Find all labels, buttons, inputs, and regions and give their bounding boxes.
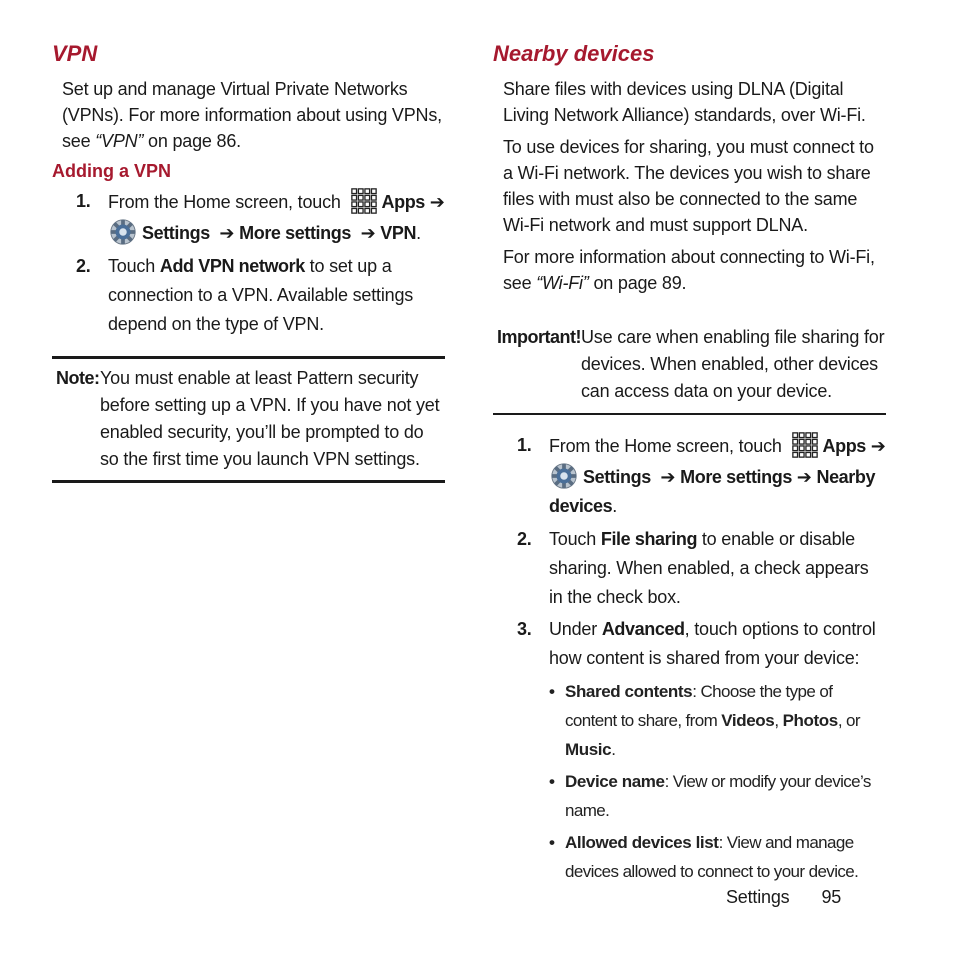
nearby-devices-heading: Nearby devices: [493, 41, 655, 66]
step-period: .: [416, 223, 421, 243]
bullet-allowed-devices: [493, 828, 886, 886]
step-text: Under: [549, 619, 602, 639]
vpn-intro-text: Set up and manage Virtual Private Networks (VPNs). For more information about using VPNs, see: [62, 79, 442, 151]
vpn-intro: [62, 76, 445, 154]
bullet-text: ,: [774, 711, 783, 730]
vpn-ref-link[interactable]: “VPN”: [95, 131, 144, 151]
step-text: Touch: [108, 256, 160, 276]
settings-label: Settings: [142, 223, 210, 243]
step-text: , touch options to control how content is shared from your device:: [549, 619, 876, 668]
note-text: You must enable at least Pattern security before setting up a VPN. If you have not yet enabled security, you’ll be prompted to do so the first time you launch VPN settings.: [100, 368, 440, 469]
step-text: Touch: [549, 529, 601, 549]
note-label: Note:: [56, 368, 100, 388]
advanced-label: Advanced: [601, 619, 685, 639]
nearby-para-1: Share files with devices using DLNA (Digital Living Network Alliance) standards, over Wi-Fi.: [503, 79, 866, 125]
step-number: 1.: [76, 191, 91, 211]
settings-gear-icon: [108, 217, 138, 247]
step-text: to set up a connection to a VPN. Available settings depend on the type of VPN.: [108, 256, 414, 334]
nearby-step-1: [493, 431, 886, 521]
nearby-step-3: [493, 615, 886, 673]
nearby-devices-label: Nearby devices: [549, 467, 876, 516]
settings-label: Settings: [583, 467, 651, 487]
vpn-heading: VPN: [52, 41, 98, 66]
bullet-shared-contents: [493, 677, 886, 764]
arrow-icon: ➔: [429, 192, 445, 212]
adding-vpn-heading: Adding a VPN: [52, 161, 172, 181]
bullet-dot: •: [549, 833, 555, 852]
bullet-text: : Choose the type of content to share, from: [565, 682, 833, 730]
photos-label: Photos: [782, 711, 838, 730]
para-text: on page 89.: [588, 273, 687, 293]
left-column: [52, 40, 445, 483]
vpn-intro-page: on page 86.: [143, 131, 241, 151]
vpn-step-2: [52, 252, 445, 339]
bullet-text: : View or modify your device’s name.: [565, 772, 871, 820]
right-column: [493, 40, 886, 886]
note-box: [52, 356, 445, 483]
apps-grid-icon: [350, 187, 378, 215]
important-text: Use care when enabling file sharing for devices. When enabled, other devices can access data on your device.: [581, 327, 885, 401]
arrow-icon: ➔: [796, 467, 812, 487]
bullet-text: , or: [837, 711, 860, 730]
bullet-text: : View and manage devices allowed to connect to your device.: [565, 833, 859, 881]
footer-section: Settings: [726, 887, 790, 907]
device-name-label: Device name: [565, 772, 665, 791]
arrow-icon: ➔: [360, 223, 376, 243]
more-settings-label: More settings: [680, 467, 792, 487]
step-number: 2.: [76, 256, 91, 276]
page-number: 95: [821, 887, 842, 907]
apps-grid-icon: [791, 431, 819, 459]
step-text: to enable or disable sharing. When enabled, a check appears in the check box.: [549, 529, 869, 607]
nearby-para-3: [503, 244, 886, 296]
nearby-para-2: To use devices for sharing, you must connect to a Wi-Fi network. The devices you wish to share files with must also be connected to the same Wi-Fi network and must support DLNA.: [503, 137, 874, 235]
file-sharing-label: File sharing: [600, 529, 698, 549]
nearby-step-2: [493, 525, 886, 612]
bullet-dot: •: [549, 682, 555, 701]
step-period: .: [612, 496, 618, 516]
page-footer: [726, 884, 841, 910]
vpn-label: VPN: [380, 223, 417, 243]
important-box: [493, 316, 886, 415]
arrow-icon: ➔: [660, 467, 676, 487]
step-text: From the Home screen, touch: [549, 436, 782, 456]
wifi-ref-link[interactable]: “Wi-Fi”: [536, 273, 589, 293]
allowed-devices-list-label: Allowed devices list: [565, 833, 719, 852]
more-settings-label: More settings: [239, 223, 351, 243]
para-text: For more information about connecting to Wi-Fi, see: [503, 247, 875, 293]
music-label: Music: [565, 740, 612, 759]
step-number: 1.: [517, 435, 532, 455]
apps-label: Apps: [822, 436, 866, 456]
videos-label: Videos: [721, 711, 775, 730]
bullet-text: .: [611, 740, 616, 759]
arrow-icon: ➔: [219, 223, 235, 243]
step-number: 2.: [517, 529, 532, 549]
add-vpn-network-label: Add VPN network: [159, 256, 305, 276]
step-number: 3.: [517, 619, 532, 639]
shared-contents-label: Shared contents: [565, 682, 693, 701]
apps-label: Apps: [381, 192, 425, 212]
bullet-device-name: [493, 767, 886, 825]
settings-gear-icon: [549, 461, 579, 491]
step-text: From the Home screen, touch: [108, 192, 341, 212]
vpn-step-1: [52, 187, 445, 248]
bullet-dot: •: [549, 772, 555, 791]
arrow-icon: ➔: [870, 436, 886, 456]
important-label: Important!: [497, 327, 581, 347]
